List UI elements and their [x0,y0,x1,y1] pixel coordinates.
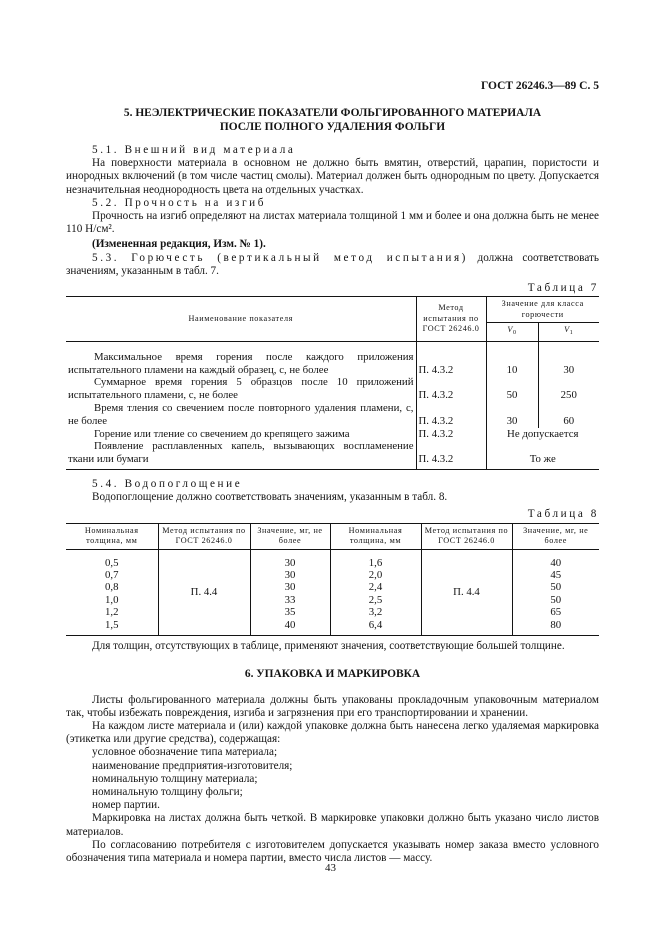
clause-5-4-text: Водопоглощение должно соответствовать значениям, указанным в табл. 8. [92,491,448,504]
list-item: наименование предприятия-изготовителя; [92,759,293,772]
table-8 [66,523,599,636]
table-row: Суммарное время горения 5 образцов после 10 приложений испытательного пламени, с, не более П. 4.3.2 50 250 [66,376,599,402]
clause-5-3-heading: 5.3. Горючесть (вертикальный метод испытания) [92,251,469,264]
section-5-title: 5. НЕЭЛЕКТРИЧЕСКИЕ ПОКАЗАТЕЛИ ФОЛЬГИРОВАННОГО МАТЕРИАЛА ПОСЛЕ ПОЛНОГО УДАЛЕНИЯ ФОЛЬГИ [123,107,542,133]
table-7-col-v0: $V_0$ [486,323,538,342]
table-row: Появление расплавленных капель, вызывающих воспламенение ткани или бумаги П. 4.3.2 То же [66,440,599,469]
clause-5-3-text: 5.3. Горючесть (вертикальный метод испытания) должна соответствовать значениям, указанным в табл. 7. [66,251,599,277]
table-row: 0,5 0,7 0,8 1,0 1,2 1,5 П. 4.4 30 30 30 33 35 40 1,6 2,0 2,4 2,5 3,2 6,4 П. 4.4 40 45 50 50 65 80 [66,549,599,635]
amendment-note: (Измененная редакция, Изм. № 1). [92,238,266,251]
list-item: номинальную толщину материала; [92,772,258,785]
table-7-col-v1: $V_1$ [538,323,599,342]
page-header: ГОСТ 26246.3—89 С. 5 [480,80,599,92]
table-row: Максимальное время горения после каждого приложения испытательного пламени на каждый образец, с, не более П. 4.3.2 10 30 [66,341,599,376]
clause-5-2-text: Прочность на изгиб определяют на листах материала толщиной 1 мм и более и она должна быть не менее 110 Н/см². [66,210,599,236]
section-6-paragraph-3: Маркировка на листах должна быть четкой. В маркировке упаковки должно быть указано число листов материалов. [66,812,599,838]
list-item: номинальную толщину фольги; [92,786,243,799]
table-8-col-value: Значение, мг, не более [250,523,330,549]
clause-5-2-heading: 5.2. Прочность на изгиб [92,196,267,209]
table-8-col-thickness-2: Номинальная толщина, мм [330,523,421,549]
clause-5-1-heading: 5.1. Внешний вид материала [92,144,296,156]
clause-5-4-heading: 5.4. Водопоглощение [92,477,243,490]
clause-5-1-text: На поверхности материала в основном не должно быть вмятин, отверстий, царапин, пористости и инородных включений (в том числе частиц смолы). Материал должен быть однородным по цвету. Допускается незначительная неоднородность цвета на отдельных участках. [66,157,599,196]
section-6-paragraph-4: По согласованию потребителя с изготовителем допускается указывать номер заказа вместо условного обозначения типа материала и номера партии, вместо числа листов — массу. [66,838,599,865]
table-row: Горение или тление со свечением до крепящего зажима П. 4.3.2 Не допускается [66,428,599,441]
page-number: 43 [325,862,336,874]
table-8-col-value-2: Значение, мг, не более [512,523,599,549]
table-7-col-method: Метод испытания по ГОСТ 26246.0 [416,297,486,342]
table-7-col-value: Значение для класса горючести [486,297,599,323]
table-8-col-method-2: Метод испытания по ГОСТ 26246.0 [421,523,512,549]
table-row: Время тления со свечением после повторного удаления пламени, с, не более П. 4.3.2 30 60 [66,402,599,428]
table-7-col-name: Наименование показателя [66,297,416,342]
list-item: условное обозначение типа материала; [92,746,278,759]
section-6-title: 6. УПАКОВКА И МАРКИРОВКА [244,668,421,681]
section-6-paragraph-1: Листы фольгированного материала должны быть упакованы прокладочным упаковочным материалом так, чтобы избежать повреждения, изгиба и загрязнения при его транспортировании и хранении. [66,693,599,719]
section-6-paragraph-2: На каждом листе материала и (или) каждой упаковке должна быть нанесена легко удаляемая маркировка (этикетка или другие средства), содержащая: [66,720,599,746]
table-8-caption: Таблица 8 [527,508,599,521]
table-8-col-thickness: Номинальная толщина, мм [66,523,158,549]
marking-list [66,746,599,812]
table-8-col-method: Метод испытания по ГОСТ 26246.0 [158,523,250,549]
table-7-caption: Таблица 7 [527,282,599,295]
list-item: номер партии. [92,799,160,812]
table-7 [66,296,599,470]
table-8-note: Для толщин, отсутствующих в таблице, применяют значения, соответствующие большей толщине. [92,639,565,652]
